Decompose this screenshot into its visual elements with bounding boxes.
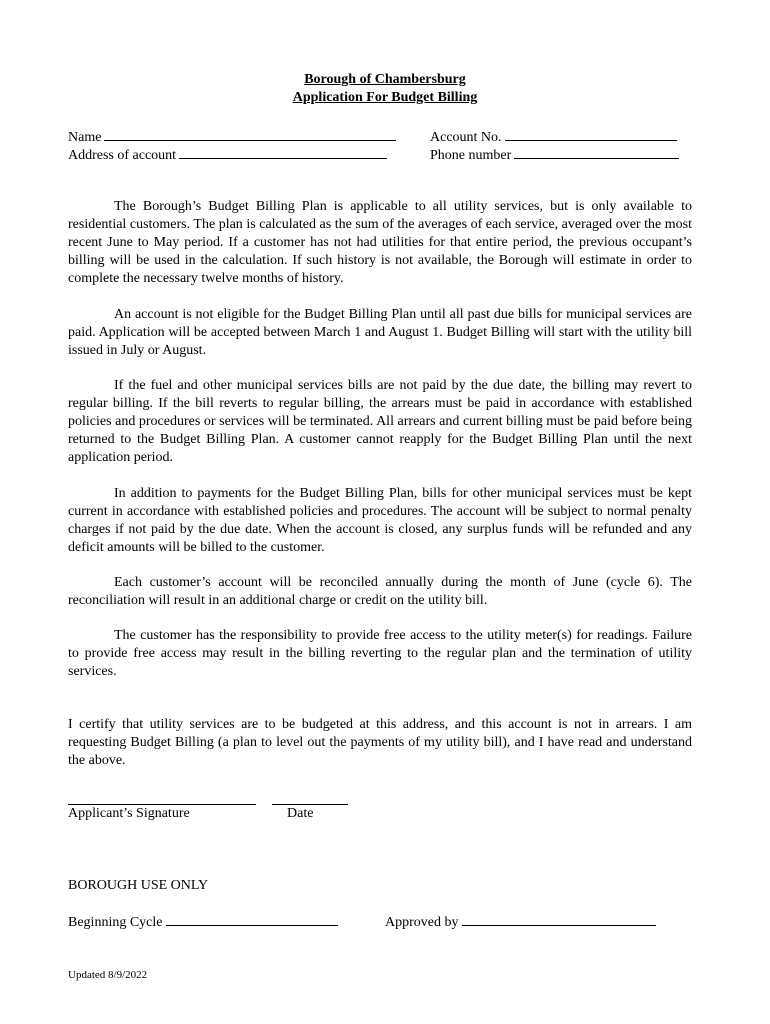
name-field[interactable]: [68, 128, 396, 146]
beginning-cycle-label: Beginning Cycle: [68, 915, 163, 930]
approved-by-label: Approved by: [385, 915, 459, 930]
paragraph-reconcile: Each customer’s account will be reconciled annually during the month of June (cycle 6). The reconciliation will result in an additional charge or credit on the utility bill.: [68, 575, 692, 608]
beginning-cycle-line[interactable]: [166, 913, 338, 926]
name-label: Name: [68, 130, 102, 145]
paragraph-application: An account is not eligible for the Budget Billing Plan until all past due bills for municipal services are paid. Application will be accepted between March 1 and August 1. Budget Billing will start with the utility bill issued in July or August.: [68, 307, 692, 358]
approved-by-field[interactable]: [385, 913, 656, 931]
signature-line[interactable]: [68, 804, 256, 805]
approved-by-line[interactable]: [462, 913, 656, 926]
paragraph-meter-access: The customer has the responsibility to provide free access to the utility meter(s) for readings. Failure to provide free access may result in the billing reverting to the regular plan and the termination of utility services.: [68, 628, 692, 679]
beginning-cycle-field[interactable]: [68, 913, 338, 931]
paragraph-revert: If the fuel and other municipal services bills are not paid by the due date, the billing may revert to regular billing. If the bill reverts to regular billing, the arrears must be paid in accordance with established policies and procedures or services will be terminated. All arrears and current billing must be paid before being returned to the Budget Billing Plan. A customer cannot reapply for the Budget Billing Plan until the next application period.: [68, 378, 692, 465]
account-label: Account No.: [430, 130, 502, 145]
account-line[interactable]: [505, 128, 677, 141]
address-field[interactable]: [68, 146, 387, 164]
date-label: Date: [287, 806, 314, 821]
phone-line[interactable]: [514, 146, 679, 159]
signature-label: Applicant’s Signature: [68, 806, 190, 821]
phone-label: Phone number: [430, 148, 512, 163]
certification-text: I certify that utility services are to be budgeted at this address, and this account is not in arrears. I am requesting Budget Billing (a plan to level out the payments of my utility bill), and I have read and understand the above.: [68, 717, 692, 768]
borough-use-heading: BOROUGH USE ONLY: [68, 878, 209, 893]
address-line[interactable]: [179, 146, 387, 159]
form-title: Application For Budget Billing: [292, 90, 478, 105]
paragraph-other-services: In addition to payments for the Budget Billing Plan, bills for other municipal services must be kept current in accordance with established policies and procedures. The account will be subject to normal penalty charges if not paid by the due date. When the account is closed, any surplus funds will be refunded and any deficit amounts will be billed to the customer.: [68, 486, 692, 555]
org-title: Borough of Chambersburg: [304, 72, 466, 87]
date-line[interactable]: [272, 804, 348, 805]
account-field[interactable]: [430, 128, 677, 146]
name-line[interactable]: [104, 128, 396, 141]
address-label: Address of account: [68, 148, 177, 163]
updated-date: Updated 8/9/2022: [68, 969, 148, 981]
phone-field[interactable]: [430, 146, 679, 164]
paragraph-eligibility: The Borough’s Budget Billing Plan is applicable to all utility services, but is only available to residential customers. The plan is calculated as the sum of the averages of each service, averaged over the most recent June to May period. If a customer has not had utilities for that entire period, the previous occupant’s billing will be used in the calculation. If such history is not available, the Borough will estimate in order to complete the necessary twelve months of history.: [68, 199, 692, 286]
